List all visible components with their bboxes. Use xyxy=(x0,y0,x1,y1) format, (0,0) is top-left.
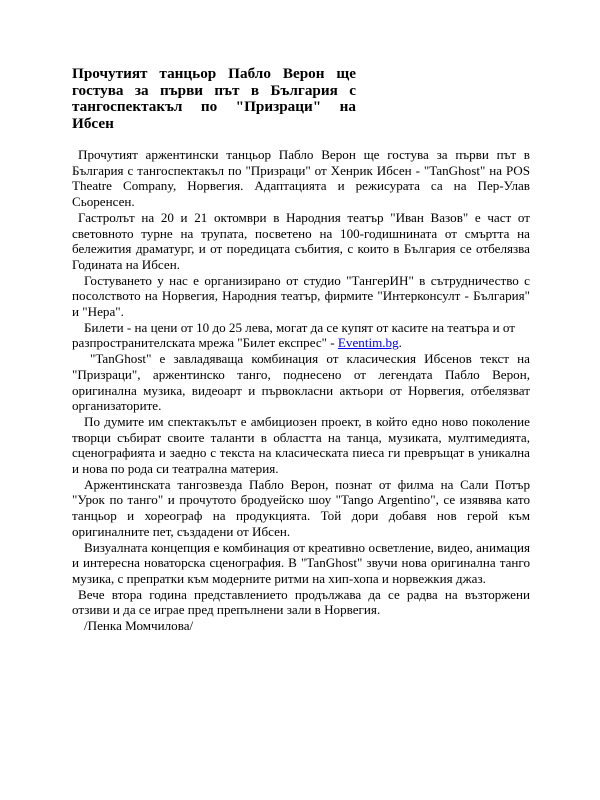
paragraph-tickets xyxy=(72,320,530,351)
paragraph-tanghost: "TanGhost" е завладяваща комбинация от класическия Ибсенов текст на "Призраци", аржентинско танго, поднесено от легендата Пабло Верон, оригинална музика, видеоарт и първокласни актьори от Норвегия, отбелязват организаторите. xyxy=(72,351,530,414)
article-title: Прочутият танцьор Пабло Верон ще гостува за първи път в България с тангоспектакъл по "Призраци" на Ибсен xyxy=(72,65,356,132)
paragraph-intro: Прочутият аржентински танцьор Пабло Верон ще гостува за първи път в България с тангоспектакъл по "Призраци" от Хенрик Ибсен - "TanGhost" на POS Theatre Company, Норвегия. Адаптацията и режисурата са на Пер-Улав Сьоренсен. xyxy=(72,147,530,210)
tickets-end: . xyxy=(398,335,402,351)
author-signature: /Пенка Момчилова/ xyxy=(84,618,194,634)
paragraph-tour: Гастролът на 20 и 21 октомври в Народния театър "Иван Вазов" е част от световното турне на трупата, посветено на 100-годишнината от смъртта на бележития драматург, и от поредицата събития, с които в България се отбелязва Годината на Ибсен. xyxy=(72,209,530,272)
paragraph-visual: Визуалната концепция е комбинация от креативно осветление, видео, анимация и интересна новаторска сценография. В "TanGhost" звучи нова оригинална танго музика, с препратки към модерните ритми на хип-хопа и норвежкия джаз. xyxy=(72,539,530,586)
paragraph-success: Вече втора година представлението продължава да се радва на възторжени отзиви и да се играе пред препълнени зали в Норвегия. xyxy=(72,586,530,618)
paragraph-organizers: Гостуването у нас е организирано от студио "ТангерИН" в сътрудничество с посолството на Норвегия, Народния театър, фирмите "Интерконсулт - България" и "Нера". xyxy=(72,272,530,320)
paragraph-project: По думите им спектакълът е амбициозен проект, в който едно ново поколение творци събират своите таланти в областта на танца, музиката, мултимедията, сценографията и заедно с текста на класическата пиеса ги превръщат в уникална и нова по рода си театрална материя. xyxy=(72,413,530,477)
paragraph-veron: Аржентинската тангозвезда Пабло Верон, познат от филма на Сали Потър "Урок по танго" и прочутото бродуейско шоу "Tango Argentino", се изявява като танцьор и хореограф на продукцията. Той дори добавя нов герой към оригиналните пет, създадени от Ибсен. xyxy=(72,476,530,539)
article-body xyxy=(72,147,530,634)
eventim-link[interactable]: Eventim.bg xyxy=(337,335,399,351)
tickets-text: Билети - на цени от 10 до 25 лева, могат да се купят от касите на театъра и от разпространителската мрежа "Билет експрес" - xyxy=(72,319,515,351)
